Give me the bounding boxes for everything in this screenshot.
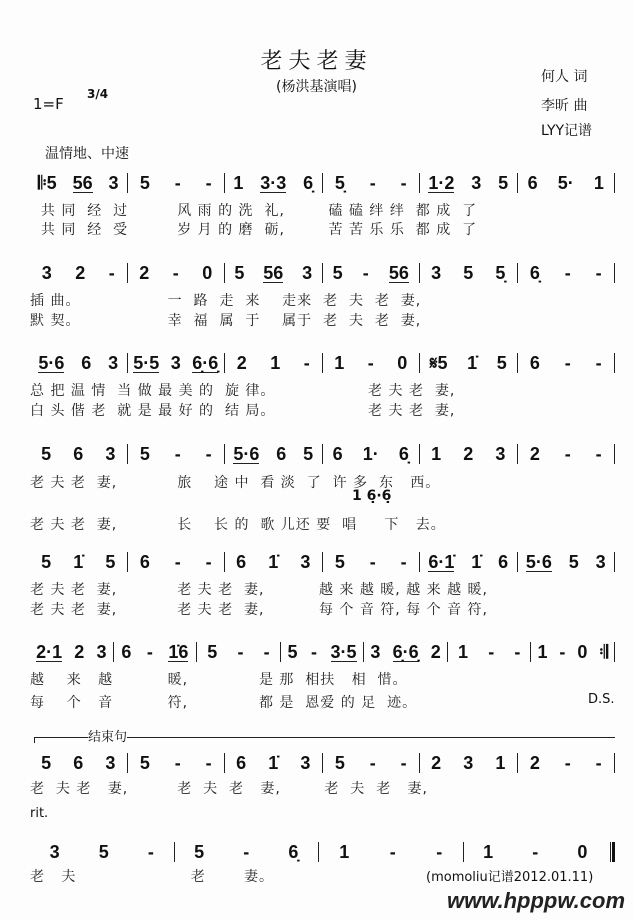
note: 1 — [270, 352, 281, 373]
note: - — [174, 551, 181, 572]
note: 5 — [194, 841, 205, 862]
measure — [197, 642, 280, 663]
note: 5 — [41, 443, 52, 464]
ending-label: 结束句 — [88, 726, 127, 745]
note: 2 — [431, 752, 442, 773]
note: - — [595, 262, 602, 283]
time-signature-value: 3/4 — [87, 87, 109, 101]
note: - — [369, 551, 376, 572]
note: 1̇ — [73, 551, 84, 572]
note: - — [564, 352, 571, 373]
note: 6̣ — [529, 262, 540, 283]
alternate-lyrics: 老 夫 老 妻, 长 长 的 歌 儿还 要 唱 下 去。 — [30, 517, 446, 533]
lyrics-line: 总 把 温 情 当 做 最 美 的 旋 律。 老 夫 老 妻, — [30, 383, 456, 399]
note: 5·5 — [133, 352, 160, 373]
note: - — [147, 841, 154, 862]
song-title: 老夫老妻 — [260, 49, 373, 74]
measure — [364, 642, 447, 663]
barline — [614, 642, 615, 662]
measure — [518, 353, 615, 374]
lyrics-line: 插 曲。 一 路 走 来 走来 老 夫 老 妻, — [30, 293, 422, 309]
note: 1̇ — [467, 352, 478, 373]
note: - — [400, 551, 407, 572]
measure — [30, 353, 127, 374]
note: - — [243, 841, 250, 862]
note: 2 — [139, 262, 150, 283]
measure — [175, 842, 319, 863]
note: 6 — [139, 551, 150, 572]
note: 5 — [334, 551, 345, 572]
measure — [30, 444, 127, 465]
note: - — [311, 641, 318, 662]
barline — [614, 173, 615, 193]
measure — [420, 263, 517, 284]
measure — [225, 353, 322, 374]
note: - — [263, 641, 270, 662]
measure — [128, 353, 225, 374]
time-signature — [87, 88, 108, 101]
note: 5 — [234, 262, 245, 283]
measure — [281, 642, 364, 663]
note: 2·1 — [36, 641, 63, 662]
note: - — [564, 262, 571, 283]
measure — [448, 642, 531, 663]
barline — [614, 263, 615, 283]
lyrics-line: 每 个 音 符, 都 是 恩爱 的 足 迹。 — [30, 695, 418, 711]
note: - — [174, 172, 181, 193]
lyrics-line: 老 夫 老 妻, 老 夫 老 妻, 每 个 音 符, 每 个 音 符, — [30, 602, 489, 618]
measure — [323, 444, 420, 465]
note: 5 — [41, 551, 52, 572]
measure — [30, 642, 113, 663]
note: 3 — [471, 172, 482, 193]
measure — [518, 263, 615, 284]
note: 5·6 — [233, 443, 260, 464]
notes-row — [30, 172, 615, 194]
note: 6̣ — [398, 443, 409, 464]
notes-row — [30, 641, 615, 663]
note: - — [595, 352, 602, 373]
notes-row — [30, 262, 615, 284]
note: 56 — [72, 172, 93, 193]
note: 1̇6 — [168, 641, 189, 662]
measure — [518, 552, 615, 573]
measure — [30, 552, 127, 573]
note: 5 — [568, 551, 579, 572]
measure — [531, 642, 614, 663]
transcriber: LYY记谱 — [541, 123, 593, 139]
note: 6 — [81, 352, 92, 373]
note: 5 — [207, 641, 218, 662]
note: 6·1̇ — [428, 551, 455, 572]
note: 6 — [121, 641, 132, 662]
note: 𝄇 — [599, 641, 609, 662]
note: 5 — [139, 443, 150, 464]
note: - — [205, 443, 212, 464]
measure — [128, 444, 225, 465]
note: 2 — [529, 443, 540, 464]
note: 𝄋5 — [429, 352, 448, 373]
note: 1̇ — [268, 752, 279, 773]
measure — [323, 263, 420, 284]
note: - — [595, 443, 602, 464]
measure — [225, 552, 322, 573]
lyrics-line: 老 夫 老 妻。 — [30, 869, 274, 885]
note: 3·5 — [330, 641, 357, 662]
note: 3 — [302, 262, 313, 283]
measure — [30, 753, 127, 774]
note: 5·6 — [525, 551, 552, 572]
note: 5 — [41, 752, 52, 773]
measure — [420, 552, 517, 573]
note: 3 — [595, 551, 606, 572]
note: 6 — [276, 443, 287, 464]
note: - — [488, 641, 495, 662]
note: 2 — [430, 641, 441, 662]
note: 56 — [388, 262, 409, 283]
note: 3 — [370, 641, 381, 662]
composer: 李昕 曲 — [541, 98, 588, 114]
tempo-marking: 温情地、中速 — [45, 146, 129, 162]
note: 5 — [496, 352, 507, 373]
note: 5 — [105, 551, 116, 572]
note: 0 — [577, 841, 588, 862]
measure — [30, 842, 174, 863]
lyrics-line: 老 夫 老 妻, 旅 途 中 看 淡 了 许 多 东 西。 — [30, 475, 441, 491]
note: 5· — [557, 172, 574, 193]
notes-row — [30, 752, 615, 774]
measure — [225, 753, 322, 774]
note: 5̣ — [495, 262, 506, 283]
note: - — [146, 641, 153, 662]
lyrics-line: 老 夫 老 妻, 老 夫 老 妻, 越 来 越 暖, 越 来 越 暖, — [30, 582, 489, 598]
note: 3 — [300, 752, 311, 773]
note: 6̣·6̣ — [192, 352, 219, 373]
note: - — [174, 752, 181, 773]
barline — [614, 444, 615, 464]
measure — [225, 263, 322, 284]
measure — [319, 842, 463, 863]
measure — [323, 753, 420, 774]
note: 1 — [334, 352, 345, 373]
note: 1· — [362, 443, 379, 464]
lyrics-line: 共 同 经 受 岁 月 的 磨 砺, 苦 苦 乐 乐 都 成 了 — [30, 222, 478, 238]
note: 6̣ — [303, 172, 314, 193]
note: 3 — [105, 443, 116, 464]
note: 3·3 — [260, 172, 287, 193]
note: - — [369, 172, 376, 193]
note: - — [369, 752, 376, 773]
note: - — [303, 352, 310, 373]
lyricist: 何人 词 — [541, 69, 588, 85]
lyrics-line: 默 契。 幸 福 属 于 属于 老 夫 老 妻, — [30, 313, 422, 329]
note: 3 — [41, 262, 52, 283]
note: 5 — [463, 262, 474, 283]
note: 6̣ — [288, 841, 299, 862]
note: - — [172, 262, 179, 283]
note: 1 — [483, 841, 494, 862]
measure — [420, 353, 517, 374]
note: - — [205, 551, 212, 572]
note: 1 — [593, 172, 604, 193]
note: 3 — [108, 352, 119, 373]
note: 5 — [334, 752, 345, 773]
measure — [518, 753, 615, 774]
transcription-credit: (momoliu记谱2012.01.11) — [426, 870, 594, 885]
measure — [128, 753, 225, 774]
measure — [30, 173, 127, 194]
note: 3 — [108, 172, 119, 193]
note: 3 — [96, 641, 107, 662]
note: - — [108, 262, 115, 283]
note: 1 — [495, 752, 506, 773]
note: 3 — [431, 262, 442, 283]
note: 1 — [339, 841, 350, 862]
measure — [114, 642, 197, 663]
note: 6 — [332, 443, 343, 464]
note: 6 — [73, 752, 84, 773]
measure — [420, 753, 517, 774]
note: - — [367, 352, 374, 373]
note: - — [564, 443, 571, 464]
note: 3 — [105, 752, 116, 773]
measure — [323, 173, 420, 194]
note: 3 — [49, 841, 60, 862]
note: - — [400, 172, 407, 193]
note: 5·6 — [38, 352, 65, 373]
note: 2 — [236, 352, 247, 373]
measure — [464, 842, 608, 863]
note: - — [205, 752, 212, 773]
note: 5 — [139, 172, 150, 193]
measure — [128, 552, 225, 573]
rit-marking: rit. — [30, 806, 49, 821]
note: 6 — [527, 172, 538, 193]
note: 6 — [529, 352, 540, 373]
note: 1 — [457, 641, 468, 662]
notes-row — [30, 352, 615, 374]
note: 5 — [303, 443, 314, 464]
lyrics-line: 老 夫 老 妻, 老 夫 老 妻, 老 夫 老 妻, — [30, 781, 429, 797]
note: 5 — [332, 262, 343, 283]
note: 5 — [287, 641, 298, 662]
note: 2 — [74, 641, 85, 662]
note: 3 — [495, 443, 506, 464]
note: - — [595, 752, 602, 773]
note: - — [532, 841, 539, 862]
lyrics-line: 共 同 经 过 风 雨 的 洗 礼, 磕 磕 绊 绊 都 成 了 — [30, 203, 478, 219]
note: 1̇ — [268, 551, 279, 572]
note: 𝄆5 — [37, 172, 57, 193]
key-signature: 1=F — [33, 95, 64, 113]
note: 5 — [139, 752, 150, 773]
note: - — [362, 262, 369, 283]
note: - — [436, 841, 443, 862]
measure — [420, 444, 517, 465]
note: 2 — [463, 443, 474, 464]
note: 6 — [73, 443, 84, 464]
note: 56 — [263, 262, 284, 283]
barline — [610, 842, 615, 862]
note: 0 — [397, 352, 408, 373]
measure — [518, 444, 615, 465]
note: 5̣ — [334, 172, 345, 193]
lyrics-line: 白 头 偕 老 就 是 最 好 的 结 局。 老 夫 老 妻, — [30, 403, 456, 419]
measure — [518, 173, 615, 194]
measure — [225, 444, 322, 465]
measure — [420, 173, 517, 194]
note: - — [400, 752, 407, 773]
note: - — [205, 172, 212, 193]
note: 1̇ — [471, 551, 482, 572]
watermark: www.hpppw.com — [446, 888, 625, 913]
notes-row — [30, 551, 615, 573]
note: 2 — [529, 752, 540, 773]
note: 0 — [202, 262, 213, 283]
barline — [614, 353, 615, 373]
note: - — [237, 641, 244, 662]
note: 5 — [498, 172, 509, 193]
note: 1 — [537, 641, 548, 662]
measure — [128, 173, 225, 194]
note: 3 — [300, 551, 311, 572]
notes-row — [30, 443, 615, 465]
note: 1 — [233, 172, 244, 193]
note: 3 — [463, 752, 474, 773]
measure — [128, 263, 225, 284]
note: 6 — [236, 752, 247, 773]
note: - — [559, 641, 566, 662]
note: - — [514, 641, 521, 662]
note: - — [389, 841, 396, 862]
measure — [323, 552, 420, 573]
barline — [614, 753, 615, 773]
note: 3 — [170, 352, 181, 373]
note: 0 — [577, 641, 588, 662]
note: 1 — [431, 443, 442, 464]
notes-row — [30, 841, 615, 863]
note: - — [174, 443, 181, 464]
note: - — [564, 752, 571, 773]
note: 6 — [498, 551, 509, 572]
alternate-notes: 1 6̣·6̣ — [352, 488, 392, 504]
barline — [614, 552, 615, 572]
note: 6̣·6̣ — [392, 641, 419, 662]
ds-marking: D.S. — [588, 692, 615, 707]
song-subtitle: (杨洪基演唱) — [276, 79, 357, 95]
measure — [323, 353, 420, 374]
measure — [30, 263, 127, 284]
note: 2 — [75, 262, 86, 283]
measure — [225, 173, 322, 194]
lyrics-line: 越 来 越 暖, 是 那 相扶 相 惜。 — [30, 672, 408, 688]
note: 6 — [236, 551, 247, 572]
note: 1·2 — [428, 172, 455, 193]
note: 5 — [98, 841, 109, 862]
